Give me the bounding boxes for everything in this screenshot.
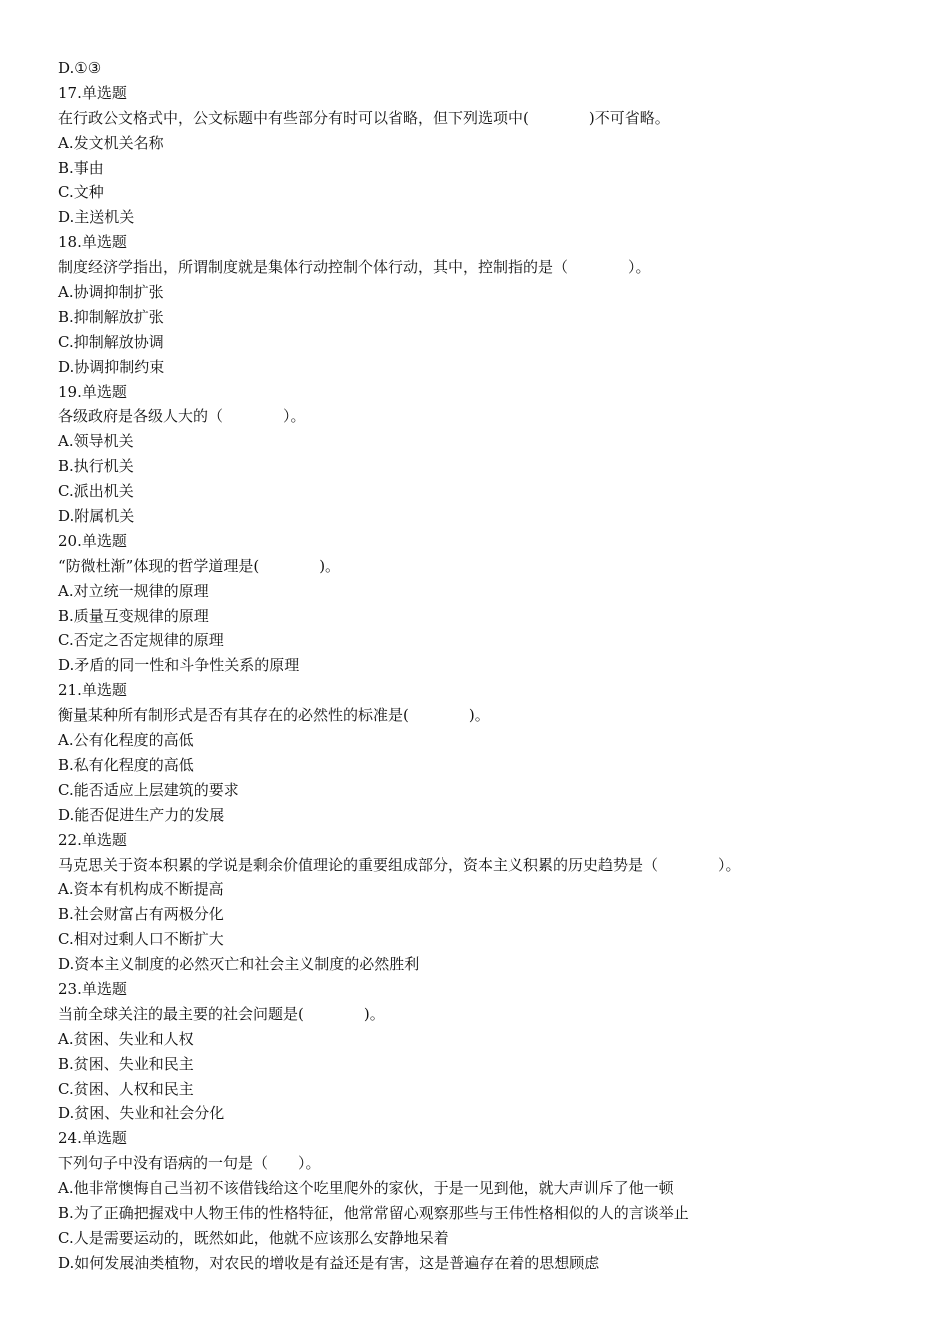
question-text: 各级政府是各级人大的（ ）。 <box>58 407 306 426</box>
answer-option: A.发文机关名称 <box>58 133 164 152</box>
answer-option: A.他非常懊悔自己当初不该借钱给这个吃里爬外的家伙，于是一见到他，就大声训斥了他一顿 <box>58 1179 674 1198</box>
question-text: “防微杜渐”体现的哲学道理是( )。 <box>58 556 341 575</box>
answer-option: D.附属机关 <box>58 507 135 526</box>
question-header: 17.单选题 <box>58 83 127 102</box>
question-text: 下列句子中没有语病的一句是（ ）。 <box>58 1154 321 1173</box>
answer-option: D.主送机关 <box>58 208 135 227</box>
answer-option: C.相对过剩人口不断扩大 <box>58 930 224 949</box>
question-text: 衡量某种所有制形式是否有其存在的必然性的标准是( )。 <box>58 706 490 725</box>
question-header: 24.单选题 <box>58 1129 127 1148</box>
question-header: 20.单选题 <box>58 531 127 550</box>
answer-option: C.派出机关 <box>58 482 134 501</box>
answer-option: A.资本有机构成不断提高 <box>58 880 224 899</box>
answer-option: B.质量互变规律的原理 <box>58 606 209 625</box>
answer-option: D.矛盾的同一性和斗争性关系的原理 <box>58 656 300 675</box>
question-header: 23.单选题 <box>58 979 127 998</box>
answer-option: C.能否适应上层建筑的要求 <box>58 780 239 799</box>
question-header: 18.单选题 <box>58 233 127 252</box>
answer-option: C.人是需要运动的，既然如此，他就不应该那么安静地呆着 <box>58 1228 449 1247</box>
question-text: 制度经济学指出，所谓制度就是集体行动控制个体行动，其中，控制指的是（ ）。 <box>58 258 651 277</box>
answer-option: C.抑制解放协调 <box>58 332 164 351</box>
question-header: 22.单选题 <box>58 830 127 849</box>
answer-option: D.①③ <box>58 59 102 77</box>
answer-option: B.为了正确把握戏中人物王伟的性格特征，他常常留心观察那些与王伟性格相似的人的言谈举止 <box>58 1203 689 1222</box>
answer-option: A.领导机关 <box>58 432 134 451</box>
answer-option: D.协调抑制约束 <box>58 357 165 376</box>
answer-option: B.社会财富占有两极分化 <box>58 905 224 924</box>
question-text: 马克思关于资本积累的学说是剩余价值理论的重要组成部分，资本主义积累的历史趋势是（ ）。 <box>58 855 741 874</box>
question-text: 当前全球关注的最主要的社会问题是( )。 <box>58 1004 385 1023</box>
answer-option: A.公有化程度的高低 <box>58 731 194 750</box>
answer-option: B.事由 <box>58 158 104 177</box>
answer-option: B.贫困、失业和民主 <box>58 1054 194 1073</box>
answer-option: A.贫困、失业和人权 <box>58 1029 194 1048</box>
answer-option: C.否定之否定规律的原理 <box>58 631 224 650</box>
question-header: 21.单选题 <box>58 681 127 700</box>
answer-option: A.协调抑制扩张 <box>58 283 164 302</box>
answer-option: D.资本主义制度的必然灭亡和社会主义制度的必然胜利 <box>58 955 420 974</box>
answer-option: C.文种 <box>58 183 104 202</box>
question-text: 在行政公文格式中，公文标题中有些部分有时可以省略，但下列选项中( )不可省略。 <box>58 108 670 127</box>
answer-option: B.执行机关 <box>58 457 134 476</box>
answer-option: D.如何发展油类植物，对农民的增收是有益还是有害，这是普遍存在着的思想顾虑 <box>58 1253 600 1272</box>
answer-option: B.私有化程度的高低 <box>58 755 194 774</box>
answer-option: D.能否促进生产力的发展 <box>58 805 225 824</box>
answer-option: D.贫困、失业和社会分化 <box>58 1104 225 1123</box>
answer-option: C.贫困、人权和民主 <box>58 1079 194 1098</box>
answer-option: B.抑制解放扩张 <box>58 307 164 326</box>
question-header: 19.单选题 <box>58 382 127 401</box>
answer-option: A.对立统一规律的原理 <box>58 581 209 600</box>
document-body <box>58 56 928 1276</box>
